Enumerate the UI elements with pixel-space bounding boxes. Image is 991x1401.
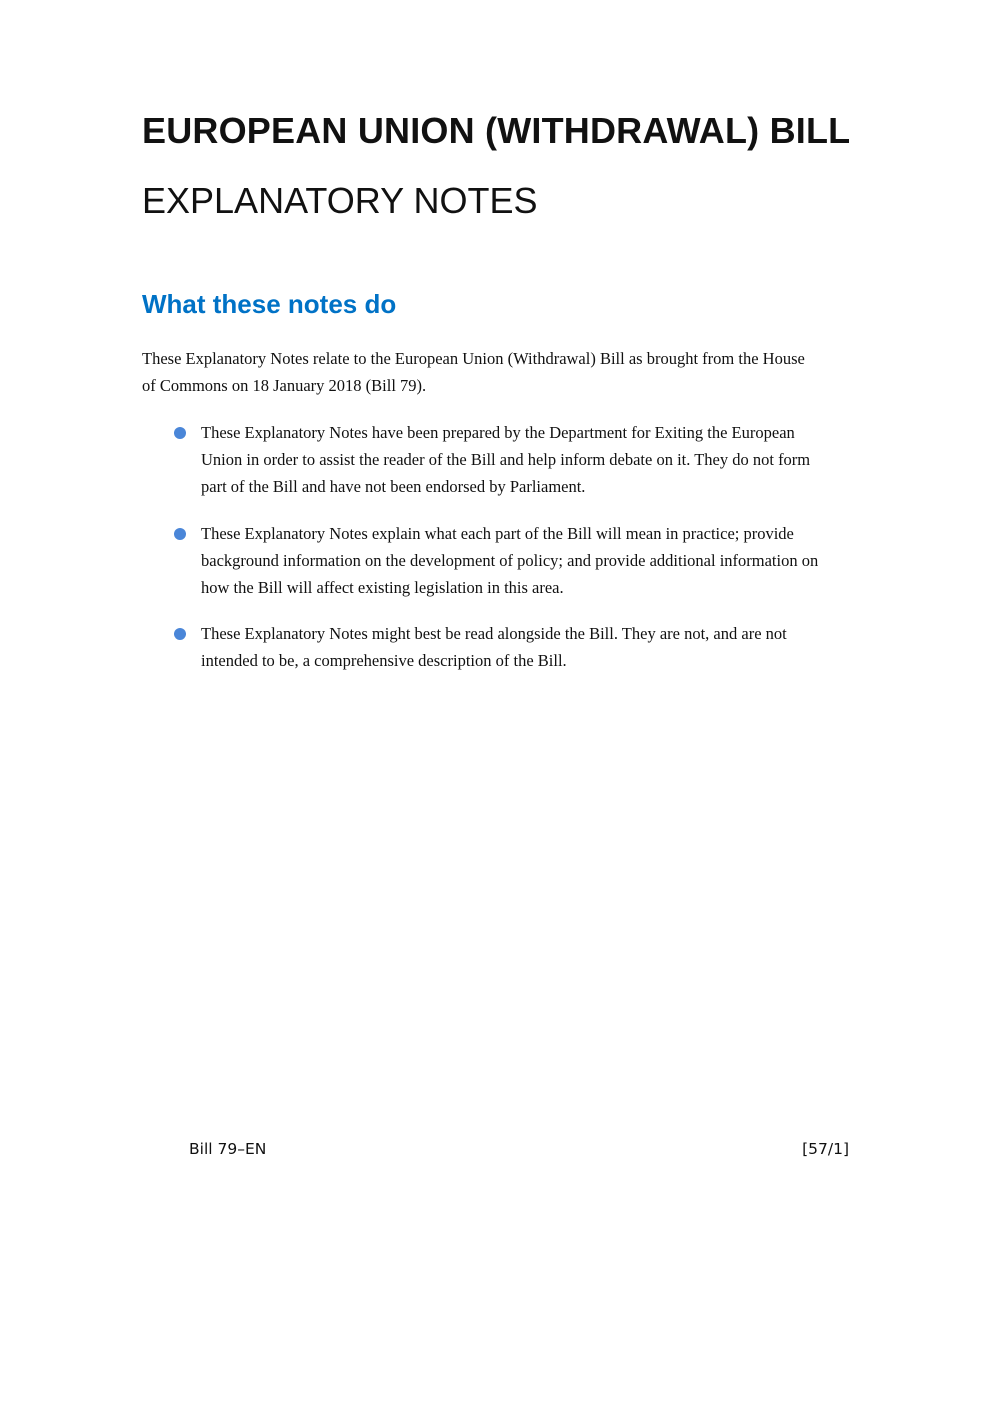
- bullet-line: background information on the development of policy; and provide additional information on: [201, 551, 819, 570]
- footer-reference: [57/1]: [802, 1140, 849, 1158]
- bullet-line: These Explanatory Notes might best be read alongside the Bill. They are not, and are not: [201, 624, 787, 643]
- bullet-dot-icon: [174, 528, 186, 540]
- bullet-line: part of the Bill and have not been endorsed by Parliament.: [201, 477, 586, 496]
- intro-paragraph: [142, 345, 805, 399]
- document-subtitle: EXPLANATORY NOTES: [142, 180, 538, 221]
- section-heading: What these notes do: [142, 289, 397, 319]
- document-title: EUROPEAN UNION (WITHDRAWAL) BILL: [142, 110, 851, 151]
- intro-line: of Commons on 18 January 2018 (Bill 79).: [142, 376, 427, 395]
- bullet-dot-icon: [174, 628, 186, 640]
- intro-line: These Explanatory Notes relate to the European Union (Withdrawal) Bill as brought from the House: [142, 349, 805, 368]
- bullet-line: how the Bill will affect existing legislation in this area.: [201, 578, 564, 597]
- bullet-dot-icon: [174, 427, 186, 439]
- footer-bill-number: Bill 79–EN: [189, 1140, 267, 1158]
- bullet-line: These Explanatory Notes have been prepared by the Department for Exiting the European: [201, 423, 795, 442]
- bullet-line: Union in order to assist the reader of the Bill and help inform debate on it. They do not form: [201, 450, 811, 469]
- bullet-line: These Explanatory Notes explain what each part of the Bill will mean in practice; provide: [201, 524, 794, 543]
- bullet-line: intended to be, a comprehensive description of the Bill.: [201, 651, 567, 670]
